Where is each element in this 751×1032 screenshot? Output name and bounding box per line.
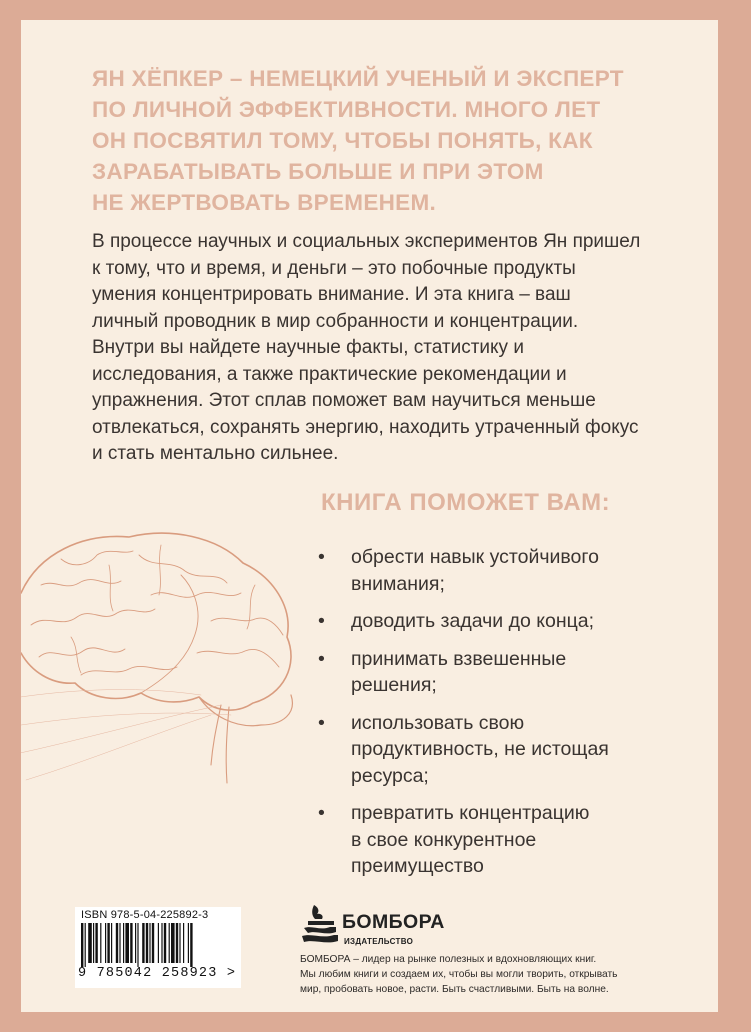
publisher-logo — [300, 903, 470, 949]
publisher-name: БОМБОРА — [342, 911, 445, 933]
benefit-line: решения; — [351, 674, 437, 696]
headline-line: НЕ ЖЕРТВОВАТЬ ВРЕМЕНЕМ. — [92, 190, 437, 215]
barcode-bar — [176, 923, 178, 963]
description-line: Внутри вы найдете научные факты, статистику и — [92, 337, 524, 358]
author-headline — [92, 63, 652, 218]
wave-logo-icon — [300, 903, 340, 949]
barcode-bar — [130, 923, 132, 963]
barcode-bar — [190, 923, 192, 967]
tagline-line: Мы любим книги и создаем их, чтобы вы могли творить, открывать — [300, 969, 618, 980]
barcode-bar — [169, 923, 170, 963]
bullet-icon: • — [318, 647, 325, 670]
headline-line: ЗАРАБАТЫВАТЬ БОЛЬШЕ И ПРИ ЭТОМ — [92, 159, 544, 184]
bullet-icon: • — [318, 610, 325, 632]
list-item — [317, 544, 717, 597]
benefit-line: превратить концентрацию — [351, 802, 590, 824]
benefit-line: ресурса; — [351, 764, 429, 787]
barcode-bar — [93, 923, 94, 963]
barcode-bar — [164, 923, 166, 963]
barcode-digits: 9 785042 258923 > — [78, 966, 237, 981]
barcode-bar — [183, 923, 184, 963]
barcode-bar — [146, 923, 148, 963]
barcode-bar — [119, 923, 120, 963]
headline-line: ЯН ХЁПКЕР – НЕМЕЦКИЙ УЧЕНЫЙ И ЭКСПЕРТ — [92, 66, 624, 91]
barcode-bar — [137, 923, 138, 967]
benefit-line: в свое конкурентное — [351, 828, 537, 851]
barcode-bar — [111, 923, 112, 963]
book-description — [92, 229, 672, 468]
barcode-bar — [149, 923, 150, 963]
list-item — [317, 608, 717, 635]
description-line: отвлекаться, сохранять энергию, находить утраченный фокус — [92, 416, 639, 438]
benefits-list — [317, 544, 717, 891]
publisher-tagline — [300, 952, 660, 997]
barcode-bars — [81, 923, 235, 967]
description-line: и стать ментально сильнее. — [92, 443, 339, 464]
book-back-cover — [21, 20, 718, 1012]
barcode-bar — [81, 923, 83, 967]
barcode-bar — [179, 923, 180, 963]
bullet-icon: • — [318, 802, 325, 824]
benefit-line: продуктивность, не истощая — [351, 738, 609, 760]
list-item — [317, 800, 717, 880]
benefit-line: внимания; — [351, 572, 445, 595]
barcode-bar — [95, 923, 97, 963]
bullet-icon: • — [318, 546, 325, 568]
barcode-bar — [152, 923, 154, 963]
barcode-bar — [123, 923, 124, 963]
barcode-bar — [125, 923, 129, 963]
barcode-bar — [171, 923, 175, 963]
benefit-line: использовать свою — [351, 711, 525, 734]
barcode-bar — [188, 923, 189, 963]
tagline-line: БОМБОРА – лидер на рынке полезных и вдохновляющих книг. — [300, 954, 597, 965]
benefit-line: обрести навык устойчивого — [351, 546, 599, 568]
isbn-label: ISBN 978-5-04-225892-3 — [81, 909, 209, 921]
list-item — [317, 646, 717, 699]
barcode-bar — [116, 923, 118, 963]
description-line: исследования, а также практические рекомендации и — [92, 363, 567, 385]
barcode-bar — [161, 923, 162, 963]
benefit-line: доводить задачи до конца; — [351, 610, 595, 632]
tagline-line: мир, пробовать новое, расти. Быть счастливыми. Быть на волне. — [300, 984, 609, 995]
benefit-line: преимущество — [351, 855, 484, 877]
barcode-bar — [142, 923, 144, 963]
barcode-bar — [107, 923, 109, 963]
barcode-bar — [100, 923, 101, 963]
barcode-bar — [105, 923, 106, 963]
list-item — [317, 710, 717, 790]
benefit-line: принимать взвешенные — [351, 647, 567, 670]
bullet-icon: • — [318, 711, 325, 734]
barcode-bar — [88, 923, 92, 963]
headline-line: ПО ЛИЧНОЙ ЭФФЕКТИВНОСТИ. МНОГО ЛЕТ — [92, 97, 601, 122]
description-line: В процессе научных и социальных экспериментов Ян пришел — [92, 231, 641, 252]
description-line: к тому, что и время, и деньги – это побочные продукты — [92, 257, 576, 279]
publisher-subtitle: ИЗДАТЕЛЬСТВО — [344, 937, 414, 946]
barcode — [75, 907, 241, 988]
barcode-bar — [85, 923, 86, 967]
barcode-bar — [135, 923, 136, 963]
barcode-bar — [158, 923, 159, 963]
description-line: умения концентрировать внимание. И эта книга – ваш — [92, 284, 571, 305]
headline-line: ОН ПОСВЯТИЛ ТОМУ, ЧТОБЫ ПОНЯТЬ, КАК — [92, 128, 593, 153]
benefits-title: КНИГА ПОМОЖЕТ ВАМ: — [321, 489, 611, 516]
description-line: личный проводник в мир собранности и концентрации. — [92, 310, 579, 332]
description-line: упражнения. Этот сплав поможет вам научиться меньше — [92, 390, 596, 411]
brain-illustration — [21, 525, 321, 795]
